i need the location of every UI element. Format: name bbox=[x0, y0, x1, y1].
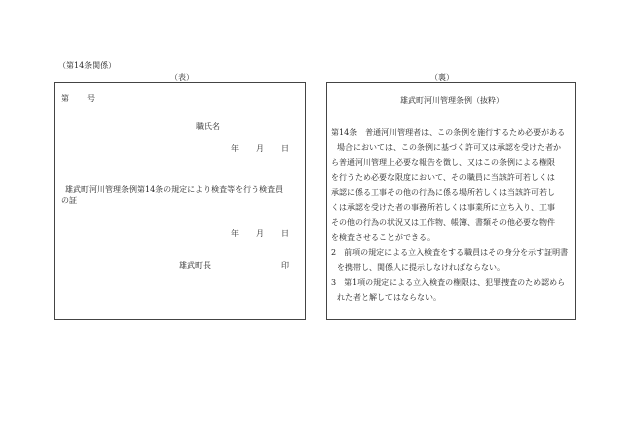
back-caption: （裏） bbox=[430, 73, 454, 82]
name-title-label: 職氏名 bbox=[196, 122, 220, 131]
expiry-date-month: 月 bbox=[256, 229, 264, 238]
regulation-line: 第14条 普通河川管理者は、この条例を施行するため必要がある bbox=[331, 128, 566, 137]
regulation-line: れた者と解してはならない。 bbox=[337, 293, 441, 302]
issuer-name: 雄武町長 bbox=[179, 261, 211, 270]
statement-line-2: の証 bbox=[61, 196, 77, 205]
statement-line-1: 雄武町河川管理条例第14条の規定により検査等を行う検査員 bbox=[65, 185, 284, 194]
article-reference: （第14条関係） bbox=[58, 61, 117, 70]
front-card bbox=[54, 82, 306, 320]
regulation-line: 3 第1項の規定による立入検査の権限は、犯罪捜査のため認めら bbox=[331, 278, 566, 287]
issue-date-month: 月 bbox=[256, 144, 264, 153]
back-card bbox=[326, 82, 576, 320]
expiry-date-year: 年 bbox=[231, 229, 239, 238]
issue-date-year: 年 bbox=[231, 144, 239, 153]
expiry-date-day: 日 bbox=[281, 229, 289, 238]
regulation-line: 承認に係る工事その他の行為に係る場所若しくは当該許可若し bbox=[331, 188, 555, 197]
seal-mark: 印 bbox=[281, 261, 289, 270]
regulation-line: ら普通河川管理上必要な報告を徴し、又はこの条例による権限 bbox=[331, 158, 555, 167]
regulation-line: を行うため必要な限度において、その職員に当該許可若しくは bbox=[331, 173, 555, 182]
regulation-line: 場合においては、この条例に基づく許可又は承認を受けた者か bbox=[337, 143, 561, 152]
certificate-number-suffix: 号 bbox=[87, 94, 95, 103]
regulation-line: 2 前項の規定による立入検査をする職員はその身分を示す証明書 bbox=[331, 248, 569, 257]
back-title: 雄武町河川管理条例（抜粋） bbox=[400, 96, 504, 105]
regulation-line: を検査させることができる。 bbox=[331, 233, 435, 242]
certificate-number-label: 第 bbox=[61, 94, 69, 103]
regulation-line: その他の行為の状況又は工作物、帳簿、書類その他必要な物件 bbox=[331, 218, 555, 227]
issue-date-day: 日 bbox=[281, 144, 289, 153]
front-caption: （表） bbox=[170, 73, 194, 82]
regulation-line: くは承認を受けた者の事務所若しくは事業所に立ち入り、工事 bbox=[331, 203, 555, 212]
regulation-line: を携帯し、関係人に提示しなければならない。 bbox=[337, 263, 505, 272]
